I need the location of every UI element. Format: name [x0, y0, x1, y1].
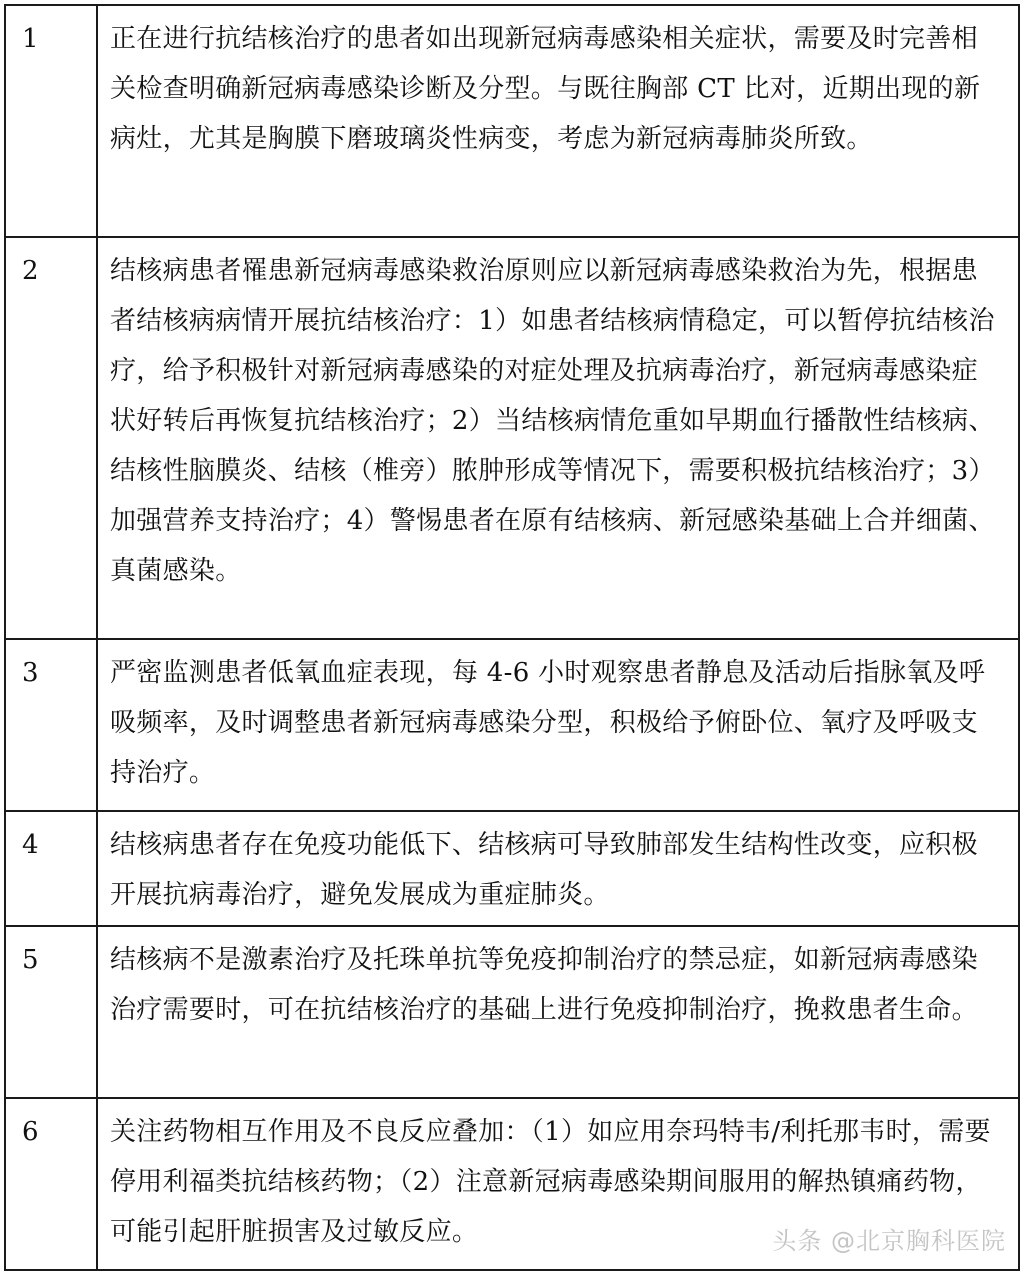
row-number: 3 — [5, 639, 97, 811]
row-text: 严密监测患者低氧血症表现，每 4-6 小时观察患者静息及活动后指脉氧及呼吸频率，及时调整患者新冠病毒感染分型，积极给予俯卧位、氧疗及呼吸支持治疗。 — [97, 639, 1019, 811]
table-row — [5, 5, 1019, 237]
row-number: 5 — [5, 926, 97, 1098]
row-number: 2 — [5, 237, 97, 639]
row-number: 6 — [5, 1098, 97, 1270]
recommendations-table — [4, 4, 1020, 1271]
row-text: 关注药物相互作用及不良反应叠加：（1）如应用奈玛特韦/利托那韦时，需要停用利福类抗结核药物；（2）注意新冠病毒感染期间服用的解热镇痛药物，可能引起肝脏损害及过敏反应。 — [97, 1098, 1019, 1270]
table-row — [5, 811, 1019, 926]
table-row — [5, 926, 1019, 1098]
watermark-label: 头条 @北京胸科医院 — [772, 1227, 1006, 1255]
row-text: 结核病患者罹患新冠病毒感染救治原则应以新冠病毒感染救治为先，根据患者结核病病情开展抗结核治疗：1）如患者结核病情稳定，可以暂停抗结核治疗，给予积极针对新冠病毒感染的对症处理及抗病毒治疗，新冠病毒感染症状好转后再恢复抗结核治疗；2）当结核病情危重如早期血行播散性结核病、结核性脑膜炎、结核（椎旁）脓肿形成等情况下，需要积极抗结核治疗；3）加强营养支持治疗；4）警惕患者在原有结核病、新冠感染基础上合并细菌、真菌感染。 — [97, 237, 1019, 639]
row-text: 结核病不是激素治疗及托珠单抗等免疫抑制治疗的禁忌症，如新冠病毒感染治疗需要时，可在抗结核治疗的基础上进行免疫抑制治疗，挽救患者生命。 — [97, 926, 1019, 1098]
row-number: 4 — [5, 811, 97, 926]
row-text: 正在进行抗结核治疗的患者如出现新冠病毒感染相关症状，需要及时完善相关检查明确新冠病毒感染诊断及分型。与既往胸部 CT 比对，近期出现的新病灶，尤其是胸膜下磨玻璃炎性病变，考虑为新冠病毒肺炎所致。 — [97, 5, 1019, 237]
row-number: 1 — [5, 5, 97, 237]
table-row — [5, 639, 1019, 811]
table-row — [5, 237, 1019, 639]
row-text: 结核病患者存在免疫功能低下、结核病可导致肺部发生结构性改变，应积极开展抗病毒治疗，避免发展成为重症肺炎。 — [97, 811, 1019, 926]
